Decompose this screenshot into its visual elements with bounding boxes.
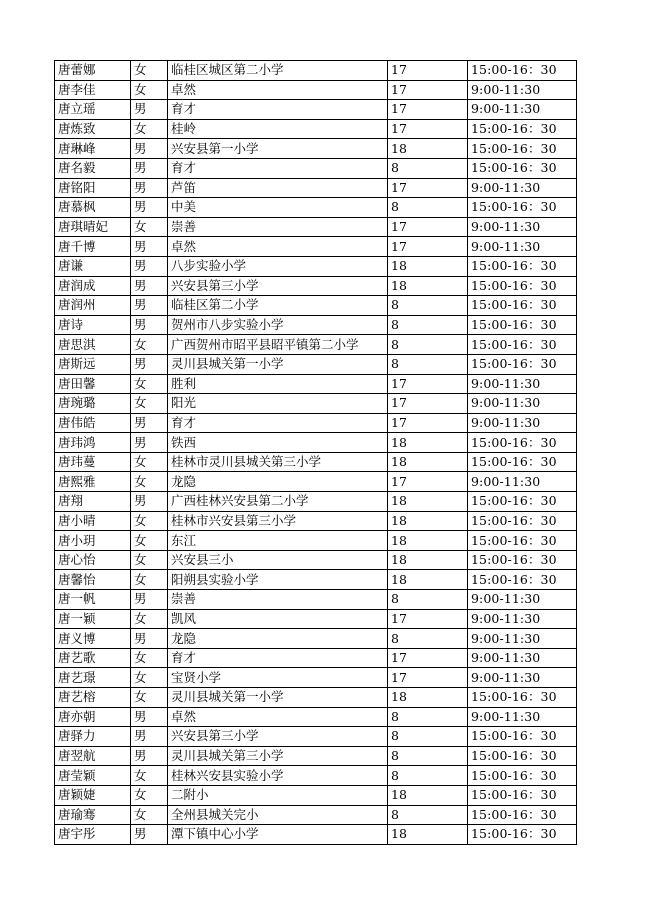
time-slot-cell: 15:00-16：30 [468, 511, 577, 531]
time-slot-cell: 15:00-16：30 [468, 570, 577, 590]
school-cell: 兴安县第三小学 [168, 276, 388, 296]
time-slot-cell: 15:00-16：30 [468, 766, 577, 786]
gender-cell: 男 [131, 237, 168, 257]
age-cell: 18 [388, 452, 468, 472]
gender-cell: 男 [131, 413, 168, 433]
student-name-cell: 唐思淇 [55, 335, 131, 355]
age-cell: 17 [388, 413, 468, 433]
student-name-cell: 唐翔 [55, 492, 131, 512]
gender-cell: 男 [131, 590, 168, 610]
school-cell: 灵川县城关第三小学 [168, 746, 388, 766]
time-slot-cell: 15:00-16：30 [468, 531, 577, 551]
age-cell: 17 [388, 237, 468, 257]
table-row [55, 805, 577, 825]
student-name-cell: 唐谦 [55, 256, 131, 276]
age-cell: 8 [388, 629, 468, 649]
age-cell: 8 [388, 158, 468, 178]
gender-cell: 女 [131, 609, 168, 629]
student-name-cell: 唐驿力 [55, 727, 131, 747]
gender-cell: 女 [131, 472, 168, 492]
gender-cell: 男 [131, 746, 168, 766]
age-cell: 17 [388, 648, 468, 668]
time-slot-cell: 15:00-16：30 [468, 825, 577, 845]
gender-cell: 女 [131, 119, 168, 139]
gender-cell: 男 [131, 178, 168, 198]
gender-cell: 男 [131, 198, 168, 218]
gender-cell: 女 [131, 550, 168, 570]
gender-cell: 女 [131, 374, 168, 394]
student-name-cell: 唐心怡 [55, 550, 131, 570]
gender-cell: 女 [131, 80, 168, 100]
time-slot-cell: 9:00-11:30 [468, 472, 577, 492]
gender-cell: 男 [131, 296, 168, 316]
student-name-cell: 唐熙雅 [55, 472, 131, 492]
gender-cell: 男 [131, 433, 168, 453]
student-name-cell: 唐立瑶 [55, 100, 131, 120]
gender-cell: 男 [131, 100, 168, 120]
age-cell: 18 [388, 688, 468, 708]
time-slot-cell: 15:00-16：30 [468, 315, 577, 335]
school-cell: 八步实验小学 [168, 256, 388, 276]
school-cell: 兴安县三小 [168, 550, 388, 570]
table-row [55, 394, 577, 414]
age-cell: 8 [388, 296, 468, 316]
table-row [55, 61, 577, 81]
table-row [55, 158, 577, 178]
gender-cell: 女 [131, 570, 168, 590]
age-cell: 17 [388, 100, 468, 120]
table-row [55, 452, 577, 472]
table-row [55, 315, 577, 335]
time-slot-cell: 9:00-11:30 [468, 374, 577, 394]
age-cell: 18 [388, 511, 468, 531]
student-name-cell: 唐润成 [55, 276, 131, 296]
table-row [55, 276, 577, 296]
age-cell: 8 [388, 766, 468, 786]
gender-cell: 女 [131, 805, 168, 825]
school-cell: 育才 [168, 100, 388, 120]
school-cell: 崇善 [168, 590, 388, 610]
school-cell: 卓然 [168, 237, 388, 257]
student-name-cell: 唐馨怡 [55, 570, 131, 590]
time-slot-cell: 15:00-16：30 [468, 805, 577, 825]
table-row [55, 119, 577, 139]
table-row [55, 354, 577, 374]
table-row [55, 688, 577, 708]
school-cell: 桂林兴安县实验小学 [168, 766, 388, 786]
school-cell: 芦笛 [168, 178, 388, 198]
table-row [55, 296, 577, 316]
gender-cell: 男 [131, 707, 168, 727]
age-cell: 8 [388, 707, 468, 727]
time-slot-cell: 9:00-11:30 [468, 609, 577, 629]
school-cell: 育才 [168, 413, 388, 433]
school-cell: 广西桂林兴安县第二小学 [168, 492, 388, 512]
student-name-cell: 唐诗 [55, 315, 131, 335]
school-cell: 全州县城关完小 [168, 805, 388, 825]
school-cell: 贺州市八步实验小学 [168, 315, 388, 335]
table-row [55, 785, 577, 805]
gender-cell: 男 [131, 492, 168, 512]
time-slot-cell: 9:00-11:30 [468, 237, 577, 257]
age-cell: 8 [388, 746, 468, 766]
table-row [55, 609, 577, 629]
age-cell: 17 [388, 178, 468, 198]
table-row [55, 256, 577, 276]
time-slot-cell: 15:00-16：30 [468, 746, 577, 766]
roster-table [54, 60, 577, 845]
student-name-cell: 唐千博 [55, 237, 131, 257]
student-name-cell: 唐斯远 [55, 354, 131, 374]
gender-cell: 女 [131, 668, 168, 688]
school-cell: 桂林市灵川县城关第三小学 [168, 452, 388, 472]
table-row [55, 433, 577, 453]
time-slot-cell: 9:00-11:30 [468, 100, 577, 120]
gender-cell: 男 [131, 276, 168, 296]
student-name-cell: 唐炼致 [55, 119, 131, 139]
school-cell: 阳光 [168, 394, 388, 414]
gender-cell: 男 [131, 315, 168, 335]
time-slot-cell: 9:00-11:30 [468, 80, 577, 100]
time-slot-cell: 15:00-16：30 [468, 335, 577, 355]
table-row [55, 374, 577, 394]
student-name-cell: 唐莹颖 [55, 766, 131, 786]
school-cell: 凯风 [168, 609, 388, 629]
school-cell: 潭下镇中心小学 [168, 825, 388, 845]
gender-cell: 男 [131, 354, 168, 374]
gender-cell: 男 [131, 256, 168, 276]
school-cell: 中美 [168, 198, 388, 218]
age-cell: 18 [388, 256, 468, 276]
school-cell: 胜利 [168, 374, 388, 394]
time-slot-cell: 9:00-11:30 [468, 629, 577, 649]
gender-cell: 男 [131, 727, 168, 747]
gender-cell: 男 [131, 158, 168, 178]
age-cell: 8 [388, 805, 468, 825]
student-name-cell: 唐宇彤 [55, 825, 131, 845]
school-cell: 兴安县第一小学 [168, 139, 388, 159]
time-slot-cell: 9:00-11:30 [468, 394, 577, 414]
time-slot-cell: 15:00-16：30 [468, 119, 577, 139]
table-row [55, 629, 577, 649]
age-cell: 17 [388, 609, 468, 629]
school-cell: 二附小 [168, 785, 388, 805]
age-cell: 17 [388, 394, 468, 414]
table-row [55, 590, 577, 610]
table-row [55, 727, 577, 747]
school-cell: 临桂区第二小学 [168, 296, 388, 316]
student-name-cell: 唐琳峰 [55, 139, 131, 159]
table-row [55, 472, 577, 492]
gender-cell: 男 [131, 139, 168, 159]
table-row [55, 237, 577, 257]
time-slot-cell: 15:00-16：30 [468, 492, 577, 512]
time-slot-cell: 9:00-11:30 [468, 178, 577, 198]
school-cell: 桂岭 [168, 119, 388, 139]
student-name-cell: 唐蕾娜 [55, 61, 131, 81]
age-cell: 17 [388, 374, 468, 394]
school-cell: 广西贺州市昭平县昭平镇第二小学 [168, 335, 388, 355]
age-cell: 18 [388, 492, 468, 512]
age-cell: 17 [388, 217, 468, 237]
school-cell: 崇善 [168, 217, 388, 237]
table-row [55, 707, 577, 727]
time-slot-cell: 9:00-11:30 [468, 668, 577, 688]
student-name-cell: 唐一颖 [55, 609, 131, 629]
gender-cell: 女 [131, 766, 168, 786]
gender-cell: 女 [131, 452, 168, 472]
table-row [55, 550, 577, 570]
age-cell: 18 [388, 550, 468, 570]
student-name-cell: 唐润州 [55, 296, 131, 316]
student-name-cell: 唐艺歌 [55, 648, 131, 668]
table-row [55, 570, 577, 590]
table-row [55, 825, 577, 845]
age-cell: 8 [388, 354, 468, 374]
time-slot-cell: 15:00-16：30 [468, 198, 577, 218]
time-slot-cell: 15:00-16：30 [468, 785, 577, 805]
time-slot-cell: 15:00-16：30 [468, 296, 577, 316]
table-row [55, 139, 577, 159]
student-name-cell: 唐田馨 [55, 374, 131, 394]
time-slot-cell: 15:00-16：30 [468, 452, 577, 472]
gender-cell: 女 [131, 511, 168, 531]
time-slot-cell: 15:00-16：30 [468, 276, 577, 296]
table-row [55, 335, 577, 355]
table-row [55, 648, 577, 668]
student-name-cell: 唐玮鸿 [55, 433, 131, 453]
time-slot-cell: 9:00-11:30 [468, 413, 577, 433]
student-name-cell: 唐艺璟 [55, 668, 131, 688]
school-cell: 铁西 [168, 433, 388, 453]
age-cell: 18 [388, 276, 468, 296]
school-cell: 阳朔县实验小学 [168, 570, 388, 590]
age-cell: 18 [388, 570, 468, 590]
school-cell: 东江 [168, 531, 388, 551]
student-name-cell: 唐一帆 [55, 590, 131, 610]
table-row [55, 668, 577, 688]
gender-cell: 女 [131, 785, 168, 805]
age-cell: 18 [388, 785, 468, 805]
table-row [55, 413, 577, 433]
time-slot-cell: 15:00-16：30 [468, 354, 577, 374]
student-name-cell: 唐名毅 [55, 158, 131, 178]
age-cell: 18 [388, 531, 468, 551]
table-row [55, 100, 577, 120]
table-row [55, 217, 577, 237]
student-name-cell: 唐小晴 [55, 511, 131, 531]
school-cell: 龙隐 [168, 629, 388, 649]
student-name-cell: 唐小玥 [55, 531, 131, 551]
school-cell: 龙隐 [168, 472, 388, 492]
student-name-cell: 唐李佳 [55, 80, 131, 100]
gender-cell: 女 [131, 335, 168, 355]
school-cell: 育才 [168, 648, 388, 668]
school-cell: 临桂区城区第二小学 [168, 61, 388, 81]
gender-cell: 男 [131, 629, 168, 649]
table-row [55, 746, 577, 766]
table-row [55, 178, 577, 198]
student-name-cell: 唐琬璐 [55, 394, 131, 414]
time-slot-cell: 15:00-16：30 [468, 139, 577, 159]
time-slot-cell: 9:00-11:30 [468, 648, 577, 668]
age-cell: 17 [388, 668, 468, 688]
gender-cell: 男 [131, 825, 168, 845]
school-cell: 桂林市兴安县第三小学 [168, 511, 388, 531]
age-cell: 8 [388, 198, 468, 218]
time-slot-cell: 15:00-16：30 [468, 61, 577, 81]
gender-cell: 女 [131, 394, 168, 414]
student-name-cell: 唐玮蔓 [55, 452, 131, 472]
student-name-cell: 唐铭阳 [55, 178, 131, 198]
time-slot-cell: 15:00-16：30 [468, 688, 577, 708]
age-cell: 8 [388, 727, 468, 747]
age-cell: 8 [388, 315, 468, 335]
school-cell: 宝贤小学 [168, 668, 388, 688]
time-slot-cell: 15:00-16：30 [468, 256, 577, 276]
school-cell: 卓然 [168, 80, 388, 100]
age-cell: 17 [388, 80, 468, 100]
student-name-cell: 唐翌航 [55, 746, 131, 766]
table-row [55, 511, 577, 531]
table-row [55, 492, 577, 512]
gender-cell: 女 [131, 688, 168, 708]
school-cell: 灵川县城关第一小学 [168, 354, 388, 374]
table-row [55, 766, 577, 786]
age-cell: 18 [388, 433, 468, 453]
age-cell: 17 [388, 61, 468, 81]
student-name-cell: 唐义博 [55, 629, 131, 649]
student-name-cell: 唐艺榕 [55, 688, 131, 708]
student-name-cell: 唐琪晴妃 [55, 217, 131, 237]
gender-cell: 女 [131, 531, 168, 551]
school-cell: 兴安县第三小学 [168, 727, 388, 747]
gender-cell: 女 [131, 648, 168, 668]
student-name-cell: 唐亦朝 [55, 707, 131, 727]
roster-body [55, 61, 577, 845]
student-name-cell: 唐瑜骞 [55, 805, 131, 825]
gender-cell: 女 [131, 61, 168, 81]
student-name-cell: 唐慕枫 [55, 198, 131, 218]
time-slot-cell: 9:00-11:30 [468, 707, 577, 727]
age-cell: 8 [388, 335, 468, 355]
age-cell: 17 [388, 472, 468, 492]
school-cell: 卓然 [168, 707, 388, 727]
time-slot-cell: 15:00-16：30 [468, 158, 577, 178]
school-cell: 育才 [168, 158, 388, 178]
age-cell: 17 [388, 119, 468, 139]
student-name-cell: 唐伟皓 [55, 413, 131, 433]
table-row [55, 198, 577, 218]
time-slot-cell: 15:00-16：30 [468, 727, 577, 747]
student-name-cell: 唐颖婕 [55, 785, 131, 805]
age-cell: 18 [388, 139, 468, 159]
table-row [55, 80, 577, 100]
time-slot-cell: 9:00-11:30 [468, 590, 577, 610]
school-cell: 灵川县城关第一小学 [168, 688, 388, 708]
age-cell: 18 [388, 825, 468, 845]
table-row [55, 531, 577, 551]
time-slot-cell: 15:00-16：30 [468, 433, 577, 453]
gender-cell: 女 [131, 217, 168, 237]
time-slot-cell: 15:00-16：30 [468, 550, 577, 570]
age-cell: 8 [388, 590, 468, 610]
time-slot-cell: 9:00-11:30 [468, 217, 577, 237]
